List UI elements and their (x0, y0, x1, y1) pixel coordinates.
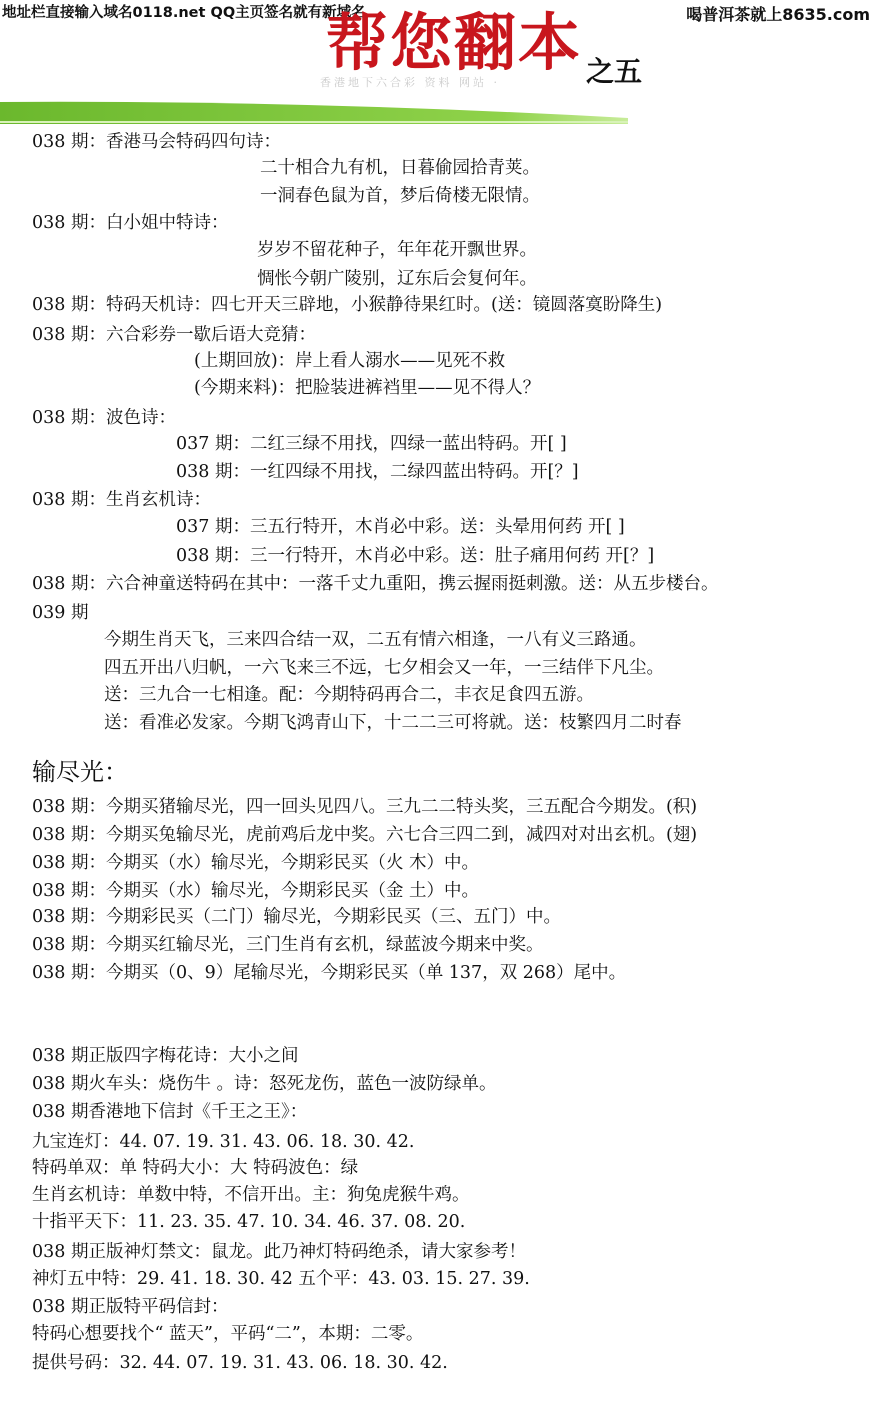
text-line: 岁岁不留花种子，年年花开飘世界。 (257, 240, 537, 260)
text-line: 038 期：今期买（水）输尽光，今期彩民买（金 土）中。 (32, 881, 480, 901)
text-line: 特码心想要找个“ 蓝天”，平码“二”，本期：二零。 (32, 1324, 424, 1344)
text-line: 提供号码：32. 44. 07. 19. 31. 43. 06. 18. 30. 42. (32, 1353, 448, 1373)
text-line: 038 期：今期彩民买（二门）输尽光，今期彩民买（三、五门）中。 (32, 907, 561, 927)
text-line: 038 期：白小姐中特诗： (32, 213, 229, 233)
text-line: 038 期：六合彩券一歇后语大竞猜： (32, 325, 316, 345)
text-line: 生肖玄机诗：单数中特，不信开出。主：狗兔虎猴牛鸡。 (32, 1185, 470, 1205)
banner-watermark: 香港地下六合彩 资料 网站 · (320, 76, 500, 89)
text-line: 038 期：今期买（水）输尽光，今期彩民买（火 木）中。 (32, 853, 480, 873)
text-line: 特码单双：单 特码大小：大 特码波色：绿 (32, 1158, 359, 1178)
text-line: 038 期正版特平码信封： (32, 1297, 229, 1317)
text-line: 九宝连灯：44. 07. 19. 31. 43. 06. 18. 30. 42. (32, 1132, 415, 1152)
text-line: 038 期：香港马会特码四句诗： (32, 132, 281, 152)
text-line: 038 期：今期买猪输尽光，四一回头见四八。三九二二特头奖，三五配合今期发。(积) (32, 797, 698, 817)
text-line: 038 期：今期买红输尽光，三门生肖有玄机，绿蓝波今期来中奖。 (32, 935, 544, 955)
text-line: 038 期火车头：烧伤牛 。诗：怒死龙伤，蓝色一波防绿单。 (32, 1074, 497, 1094)
green-divider-bar (0, 96, 628, 124)
text-line: 送：三九合一七相逢。配：今期特码再合二，丰衣足食四五游。 (104, 685, 594, 705)
text-line: 038 期：生肖玄机诗： (32, 490, 211, 510)
text-line: 038 期：特码天机诗：四七开天三辟地，小猴静待果红时。(送：镜圆落寞盼降生) (32, 295, 663, 315)
text-line: 今期生肖天飞，三来四合结一双，二五有情六相逢，一八有义三路通。 (104, 630, 647, 650)
page-title: 帮您翻本 (326, 6, 583, 79)
text-line: 神灯五中特：29. 41. 18. 30. 42 五个平：43. 03. 15. 27. 39. (32, 1269, 530, 1289)
text-line: (上期回放)：岸上看人溺水——见死不救 (194, 351, 506, 371)
text-line: 送：看准必发家。今期飞鸿青山下，十二二三可将就。送：枝繁四月二时春 (104, 713, 682, 733)
text-line: 二十相合九有机，日暮偷园拾青荚。 (260, 158, 540, 178)
section-heading: 输尽光： (32, 758, 128, 786)
text-line: 037 期：三五行特开，木肖必中彩。送：头晕用何药 开[ ] (176, 517, 625, 537)
domain-notice: 地址栏直接输入域名0118.net QQ主页签名就有新域名 (2, 5, 366, 21)
text-line: 038 期香港地下信封《千王之王》： (32, 1102, 308, 1122)
text-line: 037 期：二红三绿不用找，四绿一蓝出特码。开[ ] (176, 434, 567, 454)
text-line: 038 期：今期买兔输尽光，虎前鸡后龙中奖。六七合三四二到，减四对对出玄机。(翅) (32, 825, 698, 845)
text-line: 038 期正版神灯禁文：鼠龙。此乃神灯特码绝杀，请大家参考！ (32, 1242, 526, 1262)
text-line: 惆怅今朝广陵别，辽东后会复何年。 (257, 269, 537, 289)
text-line: 038 期：六合神童送特码在其中：一落千丈九重阳，携云握雨挺刺激。送：从五步楼台。 (32, 574, 719, 594)
text-line: 038 期：一红四绿不用找，二绿四蓝出特码。开[？] (176, 462, 579, 482)
text-line: (今期来料)：把脸装进裤裆里——见不得人？ (194, 378, 541, 398)
tea-ad-text: 喝普洱茶就上8635.com (686, 5, 870, 24)
text-line: 038 期：波色诗： (32, 408, 176, 428)
text-line: 039 期 (32, 603, 89, 623)
text-line: 十指平天下：11. 23. 35. 47. 10. 34. 46. 37. 08. 20. (32, 1212, 466, 1232)
page-subtitle: 之五 (586, 55, 643, 88)
text-line: 四五开出八归帆，一六飞来三不远，七夕相会又一年，一三结伴下凡尘。 (104, 658, 664, 678)
text-line: 038 期：今期买（0、9）尾输尽光，今期彩民买（单 137，双 268）尾中。 (32, 963, 627, 983)
text-line: 038 期正版四字梅花诗：大小之间 (32, 1046, 299, 1066)
text-line: 038 期：三一行特开，木肖必中彩。送：肚子痛用何药 开[？] (176, 546, 655, 566)
text-line: 一洞春色鼠为首，梦后倚楼无限情。 (260, 186, 540, 206)
